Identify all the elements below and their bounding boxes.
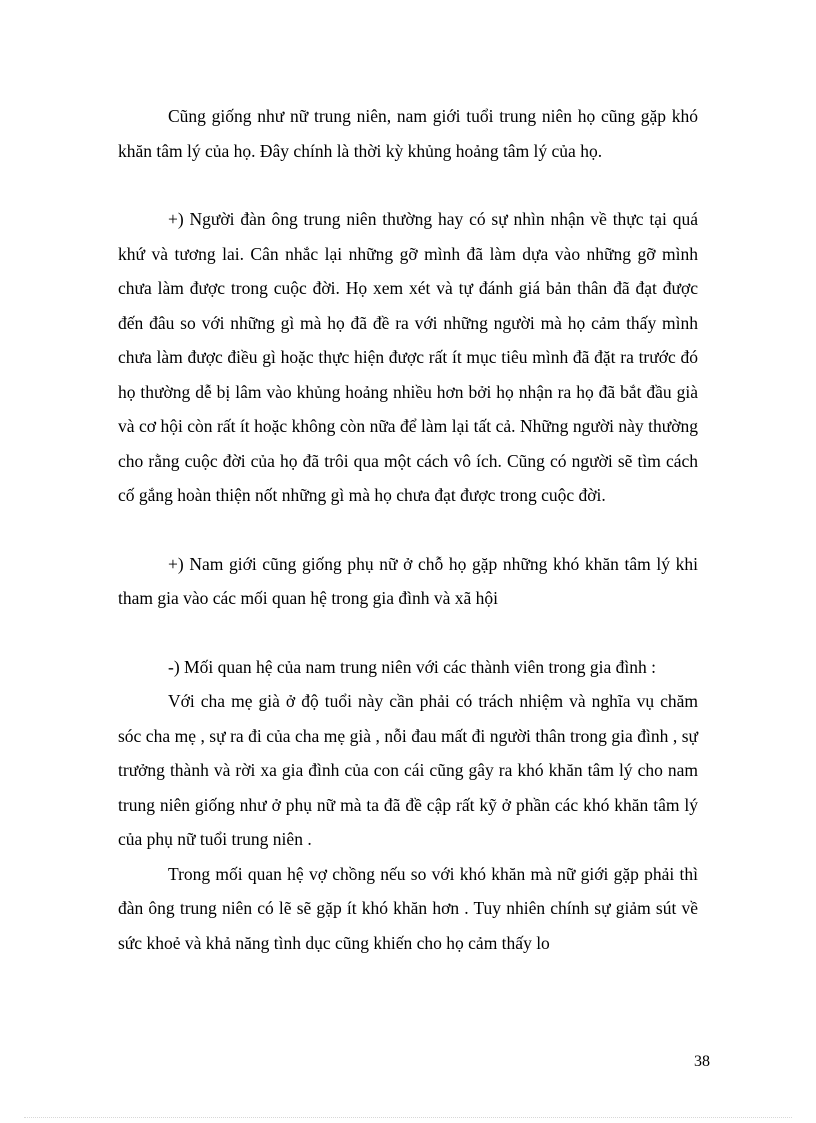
paragraph-spouse: Trong mối quan hệ vợ chồng nếu so với khó khăn mà nữ giới gặp phải thì đàn ông trung niên có lẽ sẽ gặp ít khó khăn hơn . Tuy nhiên chính sự giảm sút về sức khoẻ và khả năng tình dục cũng khiến cho họ cảm thấy lo <box>118 863 698 953</box>
paragraph-intro: Cũng giống như nữ trung niên, nam giới tuổi trung niên họ cũng gặp khó khăn tâm lý của họ. Đây chính là thời kỳ khủng hoảng tâm lý của họ. <box>118 106 698 161</box>
paragraph-self-assessment: +) Người đàn ông trung niên thường hay có sự nhìn nhận về thực tại quá khứ và tương lai. Cân nhắc lại những gỡ mình đã làm dựa vào những gỡ mình chưa làm được trong cuộc đời. Họ xem xét và tự đánh giá bản thân đã đạt được đến đâu so với những gì mà họ đã đề ra với những người mà họ cảm thấy mình chưa làm được điều gì hoặc thực hiện được rất ít mục tiêu mình đã đặt ra trước đó họ thường dễ bị lâm vào khủng hoảng nhiều hơn bởi họ nhận ra họ đã bắt đầu già và cơ hội còn rất ít hoặc không còn nữa để làm lại tất cả. Những người này thường cho rằng cuộc đời của họ đã trôi qua một cách vô ích. Cũng có người sẽ tìm cách cố gắng hoàn thiện nốt những gì mà họ chưa đạt được trong cuộc đời. <box>118 209 698 505</box>
page-bottom-divider <box>24 1117 792 1118</box>
page-number: 38 <box>694 1053 710 1070</box>
paragraph-parents: Với cha mẹ già ở độ tuổi này cần phải có trách nhiệm và nghĩa vụ chăm sóc cha mẹ , sự ra đi của cha mẹ già , nỗi đau mất đi người thân trong gia đình , sự trưởng thành và rời xa gia đình của con cái cũng gây ra khó khăn tâm lý cho nam trung niên giống như ở phụ nữ mà ta đã đề cập rất kỹ ở phần các khó khăn tâm lý của phụ nữ tuổi trung niên . <box>118 691 698 849</box>
paragraph-gap <box>118 616 698 650</box>
body-text <box>118 99 698 960</box>
paragraph-gap <box>118 513 698 547</box>
paragraph-relationships: +) Nam giới cũng giống phụ nữ ở chỗ họ gặp những khó khăn tâm lý khi tham gia vào các mối quan hệ trong gia đình và xã hội <box>118 553 698 608</box>
paragraph-gap <box>118 168 698 202</box>
paragraph-family-heading: -) Mối quan hệ của nam trung niên với các thành viên trong gia đình : <box>168 656 656 677</box>
